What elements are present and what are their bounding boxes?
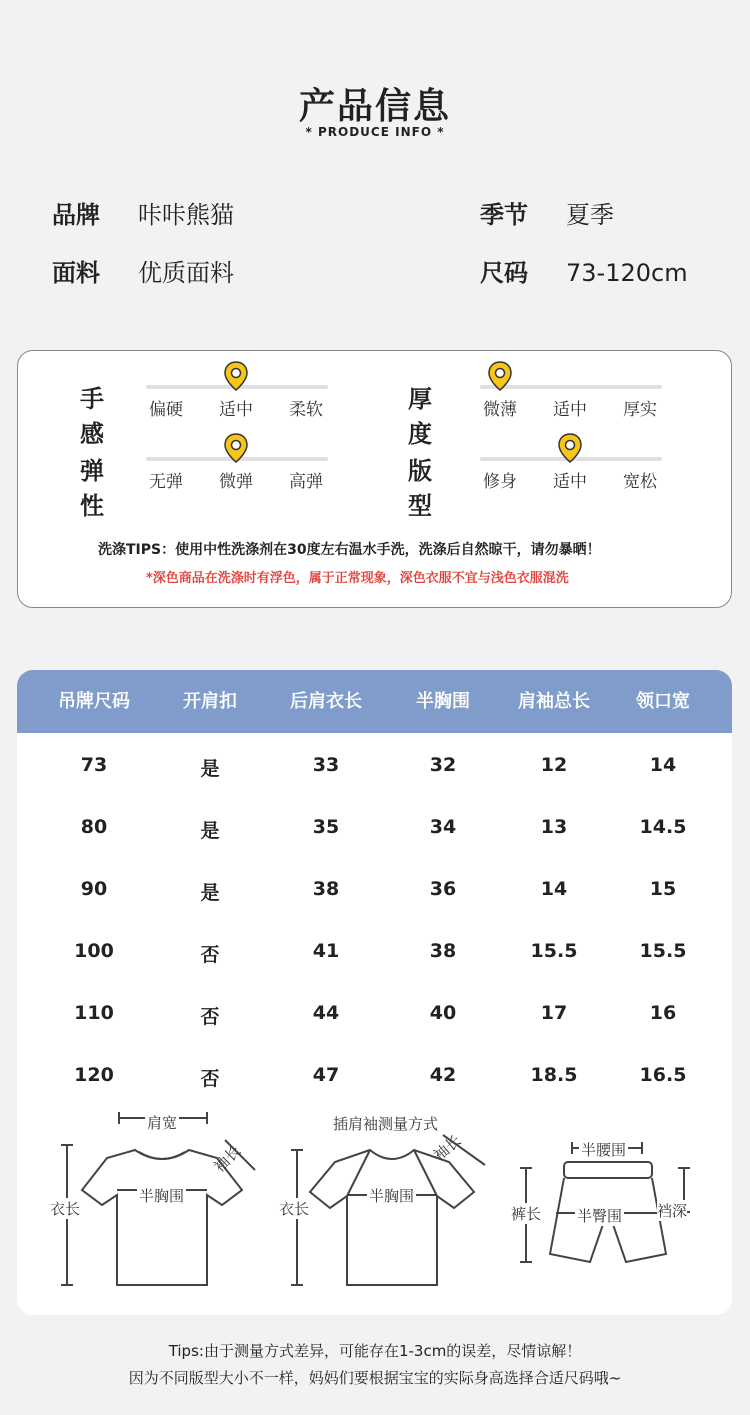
tshirt-shoulder-label: 肩宽 (147, 1114, 178, 1132)
scale-option: 微弹 (219, 472, 253, 492)
scale-option: 适中 (553, 472, 587, 492)
table-cell: 是 (200, 882, 220, 904)
scale-option: 厚实 (623, 400, 657, 420)
table-cell: 否 (200, 1068, 220, 1090)
fabric-label: 面料 (52, 259, 100, 287)
fabric-feel-card (17, 350, 732, 608)
table-cell: 16 (649, 1002, 677, 1024)
table-cell: 34 (429, 816, 457, 838)
table-cell: 41 (312, 940, 340, 962)
tshirt-length-label: 衣长 (50, 1200, 81, 1218)
page-subtitle: * PRODUCE INFO * (305, 125, 445, 139)
shorts-length-label: 裤长 (511, 1205, 542, 1223)
table-cell: 16.5 (639, 1064, 687, 1086)
scale-option: 高弹 (289, 472, 323, 492)
raglan-length-label: 衣长 (279, 1200, 310, 1218)
scale-option: 修身 (483, 472, 517, 492)
location-pin-icon (487, 361, 513, 391)
table-cell: 120 (74, 1064, 114, 1086)
raglan-outline-icon (275, 1120, 505, 1300)
size-value: 73-120cm (566, 259, 688, 287)
scale-label: 厚度 (408, 385, 432, 448)
scale-option: 适中 (553, 400, 587, 420)
table-cell: 15.5 (530, 940, 578, 962)
season-value: 夏季 (566, 201, 614, 229)
table-header-cell: 半胸围 (416, 691, 470, 712)
size-row (480, 253, 688, 288)
scale-option: 无弹 (149, 472, 183, 492)
table-cell: 44 (312, 1002, 340, 1024)
table-header-cell: 后肩衣长 (290, 691, 362, 712)
size-table-card (17, 670, 732, 1315)
table-cell: 36 (429, 878, 457, 900)
table-cell: 否 (200, 1006, 220, 1028)
size-table-header (17, 670, 732, 733)
scale-label: 版型 (408, 457, 432, 520)
table-cell: 80 (80, 816, 108, 838)
brand-value: 咔咔熊猫 (138, 201, 234, 229)
table-header-cell: 吊牌尺码 (58, 691, 130, 712)
scale-option: 微薄 (483, 400, 517, 420)
season-label: 季节 (480, 201, 528, 229)
table-cell: 33 (312, 754, 340, 776)
table-cell: 14 (649, 754, 677, 776)
table-cell: 42 (429, 1064, 457, 1086)
scale-option: 偏硬 (149, 400, 183, 420)
shorts-hip-label: 半臀围 (577, 1207, 623, 1225)
table-cell: 38 (312, 878, 340, 900)
table-cell: 100 (74, 940, 114, 962)
fabric-value: 优质面料 (138, 259, 234, 287)
table-cell: 是 (200, 758, 220, 780)
brand-row (52, 195, 234, 230)
table-cell: 是 (200, 820, 220, 842)
location-pin-icon (557, 433, 583, 463)
scale-option: 适中 (219, 400, 253, 420)
tshirt-chest-label: 半胸围 (139, 1187, 185, 1205)
scale-label: 手感 (80, 385, 104, 448)
shorts-waist-label: 半腰围 (581, 1141, 627, 1159)
location-pin-icon (223, 433, 249, 463)
table-header-cell: 领口宽 (636, 691, 690, 712)
table-cell: 13 (540, 816, 568, 838)
page-title: 产品信息 (298, 86, 451, 127)
table-cell: 12 (540, 754, 568, 776)
table-cell: 15.5 (639, 940, 687, 962)
table-cell: 32 (429, 754, 457, 776)
location-pin-icon (223, 361, 249, 391)
wash-warning: *深色商品在洗涤时有浮色，属于正常现象，深色衣服不宜与浅色衣服混洗 (146, 571, 569, 586)
table-cell: 110 (74, 1002, 114, 1024)
season-row (480, 195, 614, 230)
table-cell: 73 (80, 754, 108, 776)
table-cell: 35 (312, 816, 340, 838)
table-header-cell: 开肩扣 (183, 691, 237, 712)
brand-label: 品牌 (52, 201, 100, 229)
table-cell: 47 (312, 1064, 340, 1086)
table-cell: 38 (429, 940, 457, 962)
footer-tip-2: 因为不同版型大小不一样，妈妈们要根据宝宝的实际身高选择合适尺码哦~ (128, 1369, 622, 1387)
table-cell: 否 (200, 944, 220, 966)
table-cell: 18.5 (530, 1064, 578, 1086)
wash-tips: 洗涤TIPS：使用中性洗涤剂在30度左右温水手洗，洗涤后自然晾干，请勿暴晒！ (98, 542, 601, 558)
raglan-chest-label: 半胸围 (369, 1187, 415, 1205)
size-label: 尺码 (480, 259, 528, 287)
table-cell: 90 (80, 878, 108, 900)
scale-label: 弹性 (80, 457, 104, 520)
raglan-sleeve-label: 袖长 (430, 1131, 465, 1165)
table-header-cell: 肩袖总长 (518, 691, 590, 712)
scale-option: 宽松 (623, 472, 657, 492)
tshirt-sleeve-label: 袖长 (210, 1141, 245, 1176)
table-cell: 17 (540, 1002, 568, 1024)
table-cell: 14 (540, 878, 568, 900)
shorts-rise-label: 裆深 (657, 1202, 688, 1220)
table-cell: 14.5 (639, 816, 687, 838)
table-cell: 15 (649, 878, 677, 900)
raglan-title: 插肩袖测量方式 (333, 1115, 439, 1133)
fabric-row (52, 253, 234, 288)
footer-tip-1: Tips:由于测量方式差异，可能存在1-3cm的误差，尽情谅解！ (168, 1342, 582, 1360)
scale-option: 柔软 (289, 400, 323, 420)
table-cell: 40 (429, 1002, 457, 1024)
